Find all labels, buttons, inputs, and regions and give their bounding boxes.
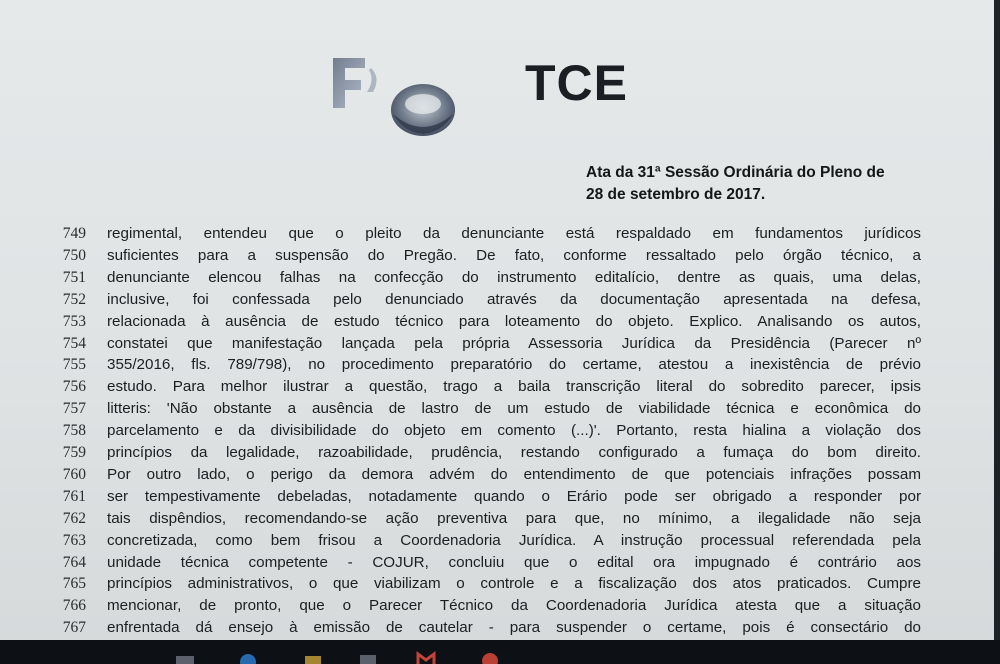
document-line [0,574,1000,595]
line-text: relacionada à ausência de estudo técnico para loteamento do objeto. Explico. Analisando os autos, [107,312,921,330]
line-text: Por outro lado, o perigo da demora advém do entendimento de que potenciais infrações possam [107,465,921,483]
document-line [0,246,1000,267]
document-line [0,465,1000,486]
line-text: parcelamento e da divisibilidade do objeto em comento (...)'. Portanto, resta hialina a violação dos [107,422,921,440]
line-text: litteris: 'Não obstante a ausência de lastro de um estudo de viabilidade técnica e econômica do [107,400,921,418]
document-line [0,421,1000,442]
line-text: suficientes para a suspensão do Pregão. De fato, conforme ressaltado pelo órgão técnico, a [107,246,921,264]
line-text: denunciante elencou falhas na confecção do instrumento editalício, dentre as quais, uma delas, [107,268,921,286]
tce-logo-text: TCE [525,55,628,111]
line-number: 755 [62,356,86,374]
line-text: enfrentada dá ensejo à emissão de cautelar - para suspender o certame, pois é consectário do [107,619,921,637]
store-icon [360,655,376,664]
line-text: 355/2016, fls. 789/798), no procedimento preparatório do certame, atestou a inexistência de prévio [107,356,921,374]
document-line [0,487,1000,508]
line-text: princípios administrativos, o que viabilizam o controle e a fiscalização dos atos praticados. Cumpre [107,575,921,593]
line-number: 766 [62,597,86,615]
document-line [0,553,1000,574]
header-line-2: 28 de setembro de 2017. [586,186,766,203]
line-number: 762 [62,509,86,527]
line-number: 757 [62,400,86,418]
line-number: 750 [62,246,86,264]
tce-logo [325,48,645,143]
line-text: tais dispêndios, recomendando-se ação preventiva para que, no mínimo, a ilegalidade não seja [107,509,921,527]
line-number: 749 [62,225,86,242]
chrome-icon [482,653,498,664]
line-number: 752 [62,290,86,308]
line-number: 754 [62,334,86,352]
line-number: 758 [62,422,86,440]
browser-icon [240,654,256,664]
line-text: inclusive, foi confessada pelo denunciado através da documentação apresentada na defesa, [107,290,921,308]
line-text: unidade técnica competente - COJUR, concluiu que o edital ora impugnado é contrário aos [107,553,921,571]
line-number: 760 [62,465,86,483]
mail-icon [418,654,434,664]
line-number: 767 [62,619,86,637]
line-number: 759 [62,444,86,461]
document-line [0,290,1000,311]
line-text: constatei que manifestação lançada pela própria Assessoria Jurídica da Presidência (Parecer nº [107,334,921,352]
task-view-icon [176,656,194,664]
line-text: estudo. Para melhor ilustrar a questão, trago a baila transcrição literal do sobredito parecer, ipsis [107,378,921,396]
line-number: 751 [62,268,86,286]
monitor-bezel [994,0,1000,640]
line-number: 753 [62,312,86,330]
document-line [0,224,1000,245]
line-number: 765 [62,575,86,593]
document-line [0,531,1000,552]
line-number: 761 [62,487,86,505]
taskbar-icons [0,640,1000,664]
document-line [0,312,1000,333]
document-line [0,618,1000,639]
line-text: regimental, entendeu que o pleito da denunciante está respaldado em fundamentos jurídicos [107,225,921,242]
document-line [0,509,1000,530]
header-line-1: Ata da 31ª Sessão Ordinária do Pleno de [586,164,885,181]
line-text: ser tempestivamente debeladas, notadamente quando o Erário pode ser obrigado a responder por [107,487,921,505]
document-line [0,355,1000,376]
document-line [0,377,1000,398]
line-text: mencionar, de pronto, que o Parecer Técnico da Coordenadoria Jurídica atesta que a situação [107,597,921,615]
document-line [0,596,1000,617]
taskbar [0,640,1000,664]
line-text: princípios da legalidade, razoabilidade, prudência, restando configurado a fumaça do bom direito. [107,444,921,461]
document-line [0,443,1000,464]
document-line [0,399,1000,420]
minutes-header [586,162,931,206]
line-number: 763 [62,531,86,549]
line-number: 764 [62,553,86,571]
document-line [0,268,1000,289]
tce-emblem-icon [325,48,465,143]
document-line [0,334,1000,355]
line-number: 756 [62,378,86,396]
folder-icon [305,656,321,664]
line-text: concretizada, como bem frisou a Coordenadoria Jurídica. A instrução processual referendada pela [107,531,921,549]
